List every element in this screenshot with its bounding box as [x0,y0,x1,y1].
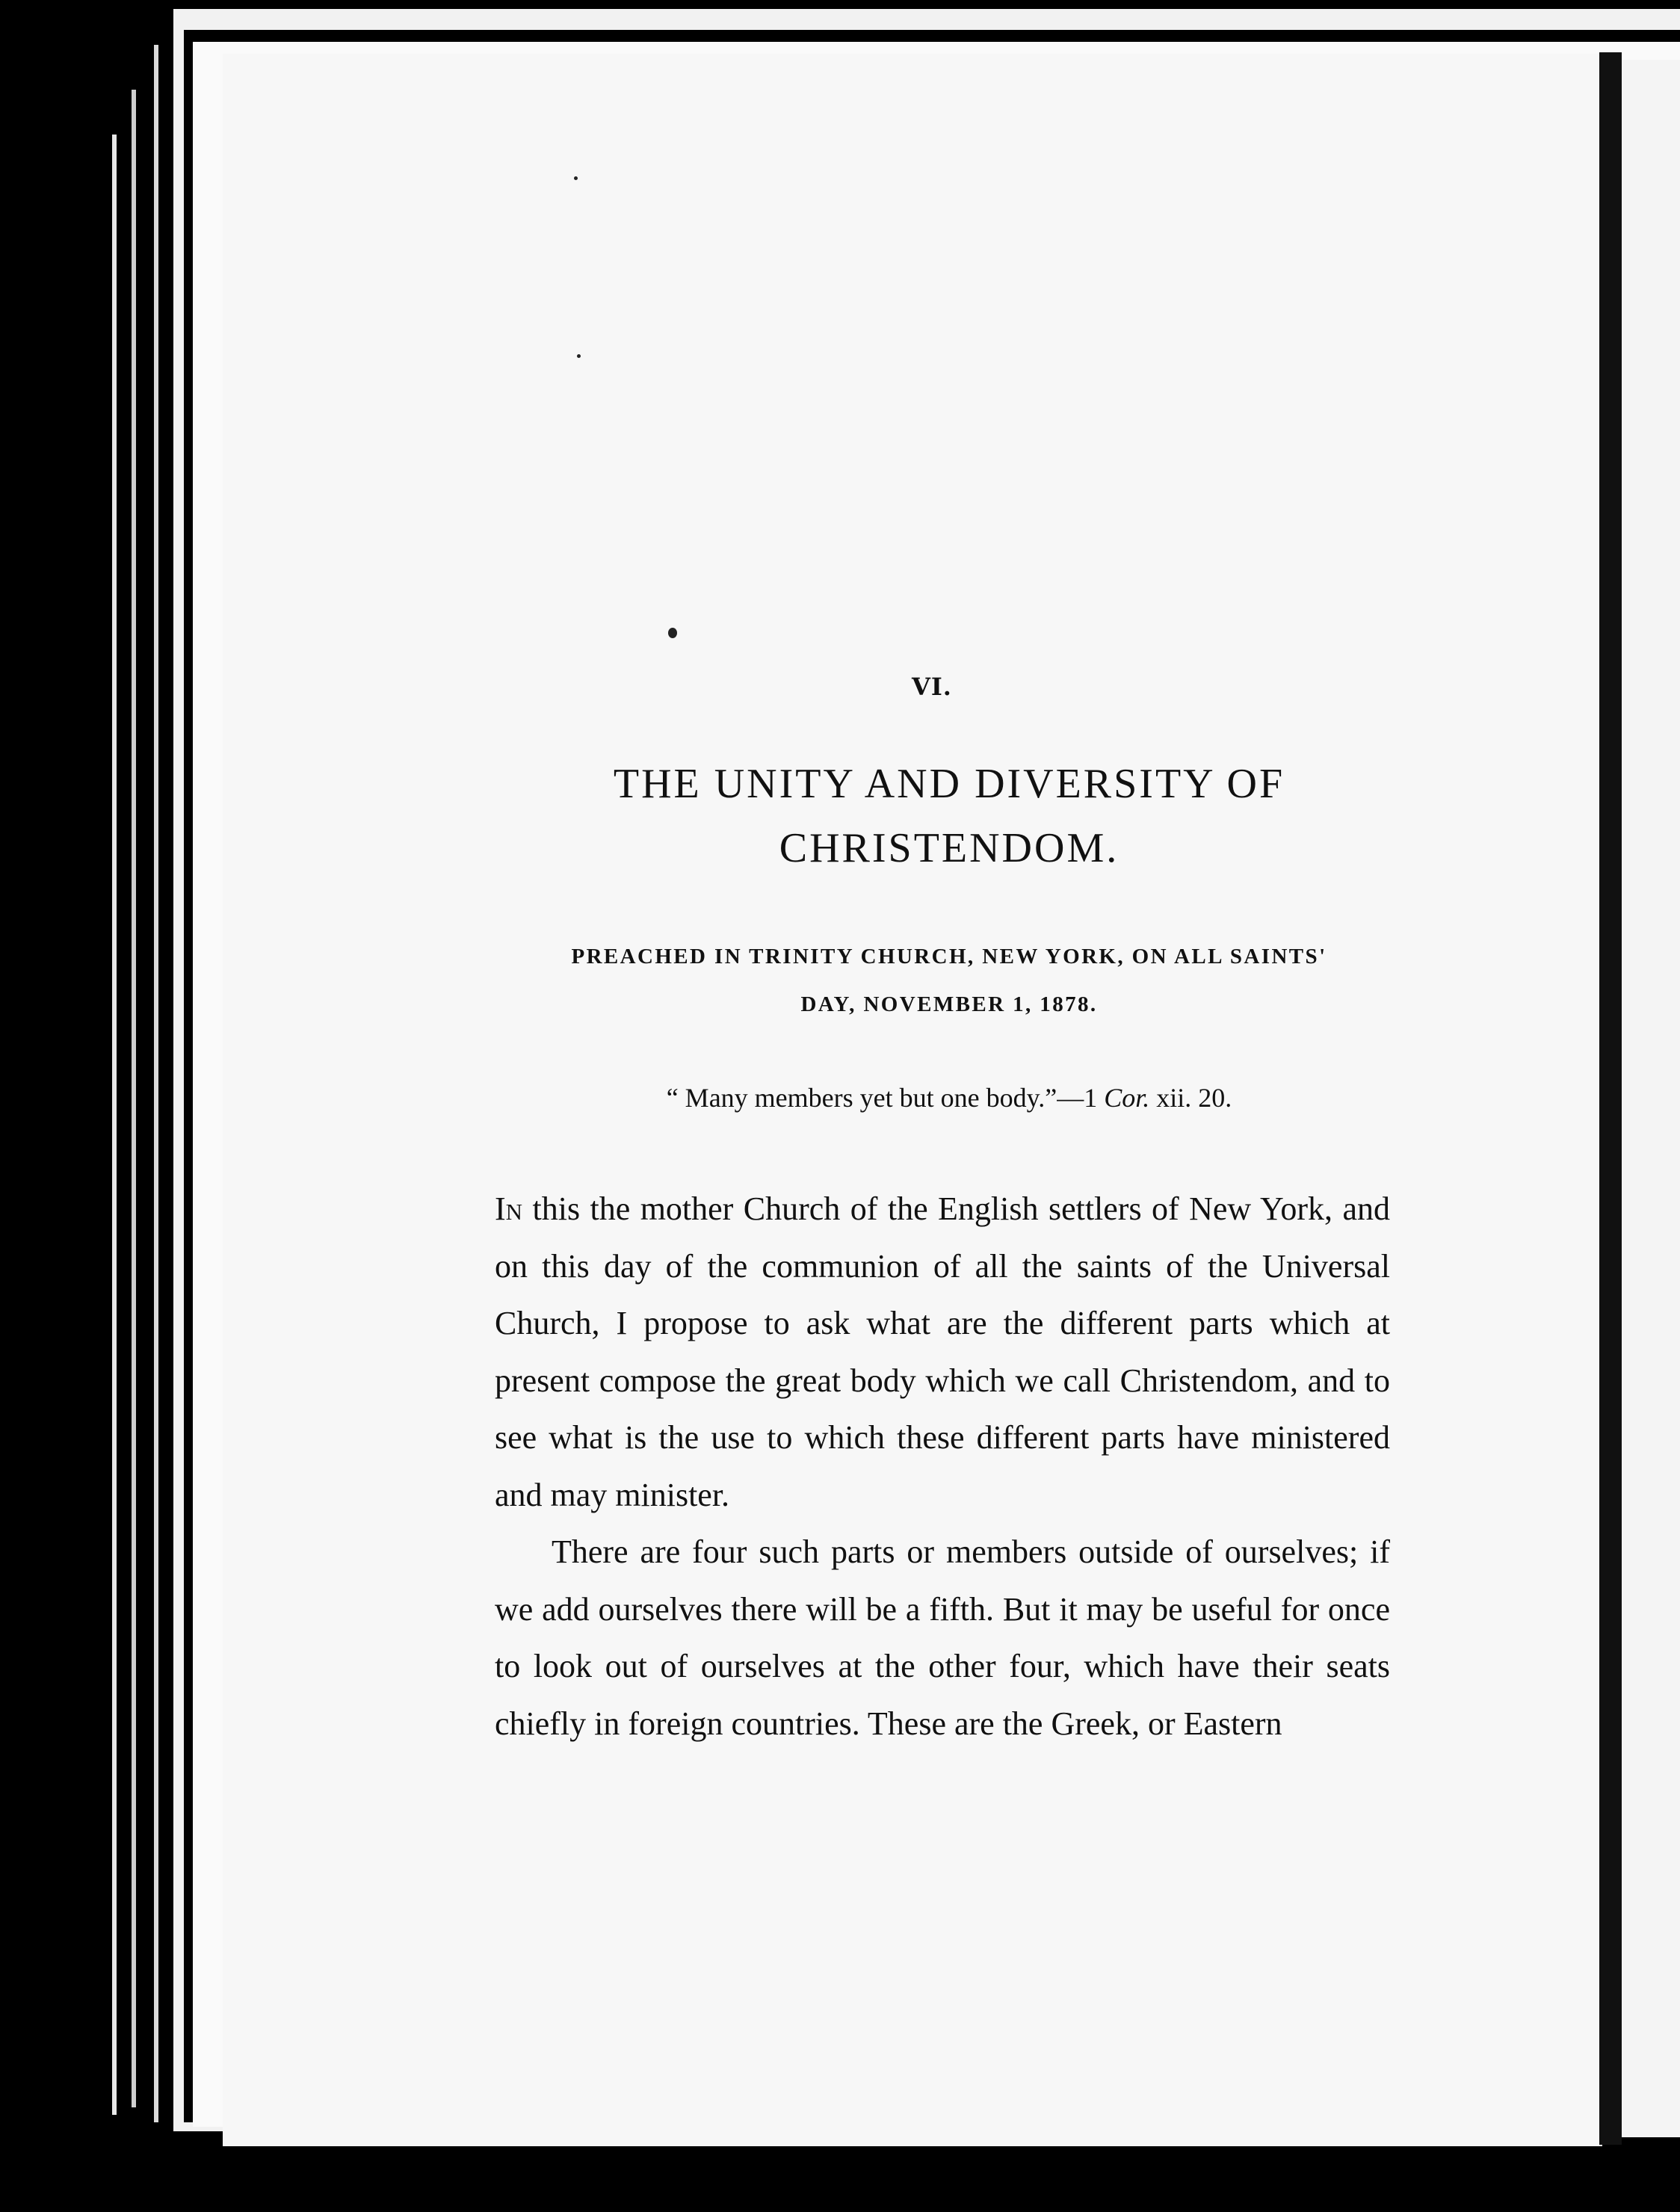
facing-page-gutter [1599,52,1622,2145]
epigraph-verse: xii. 20. [1156,1083,1232,1113]
epigraph [478,1079,1420,1116]
ink-speck [574,176,578,180]
sermon-occasion [478,933,1420,1028]
chapter-title-line: THE UNITY AND DIVERSITY OF [613,761,1285,807]
sermon-occasion-line: DAY, NOVEMBER 1, 1878. [800,992,1098,1016]
chapter-title [478,752,1420,880]
page-stack-line [154,45,158,2122]
chapter-number: VI. [912,673,952,701]
facing-page [1622,60,1680,2137]
epigraph-quote: “ Many members yet but one body.”—1 [666,1083,1098,1113]
paragraph-text: this the mother Church of the English settlers of New York, and on this day of the communion of all the saints of the Universal Church, I propose to ask what are the different parts which at present compose the great body which we call Christendom, and to see what is the use to which these different parts have ministered and may minister. [495,1190,1390,1513]
page-stack-line [132,90,136,2107]
paragraph [495,1181,1390,1524]
body-text [495,1181,1390,1752]
ink-speck [668,628,677,638]
ink-speck [577,354,581,358]
epigraph-book: Cor. [1104,1083,1150,1113]
paragraph-lead-word: In [495,1190,523,1227]
paragraph: There are four such parts or members outside of ourselves; if we add ourselves there will be a fifth. But it may be useful for once to look out of ourselves at the other four, which have their seats chiefly in foreign countries. These are the Greek, or Eastern [495,1533,1390,1742]
chapter-title-line: CHRISTENDOM. [779,825,1120,871]
page-stack-line [112,135,117,2115]
sermon-occasion-line: PREACHED IN TRINITY CHURCH, NEW YORK, ON ALL SAINTS' [571,945,1327,968]
